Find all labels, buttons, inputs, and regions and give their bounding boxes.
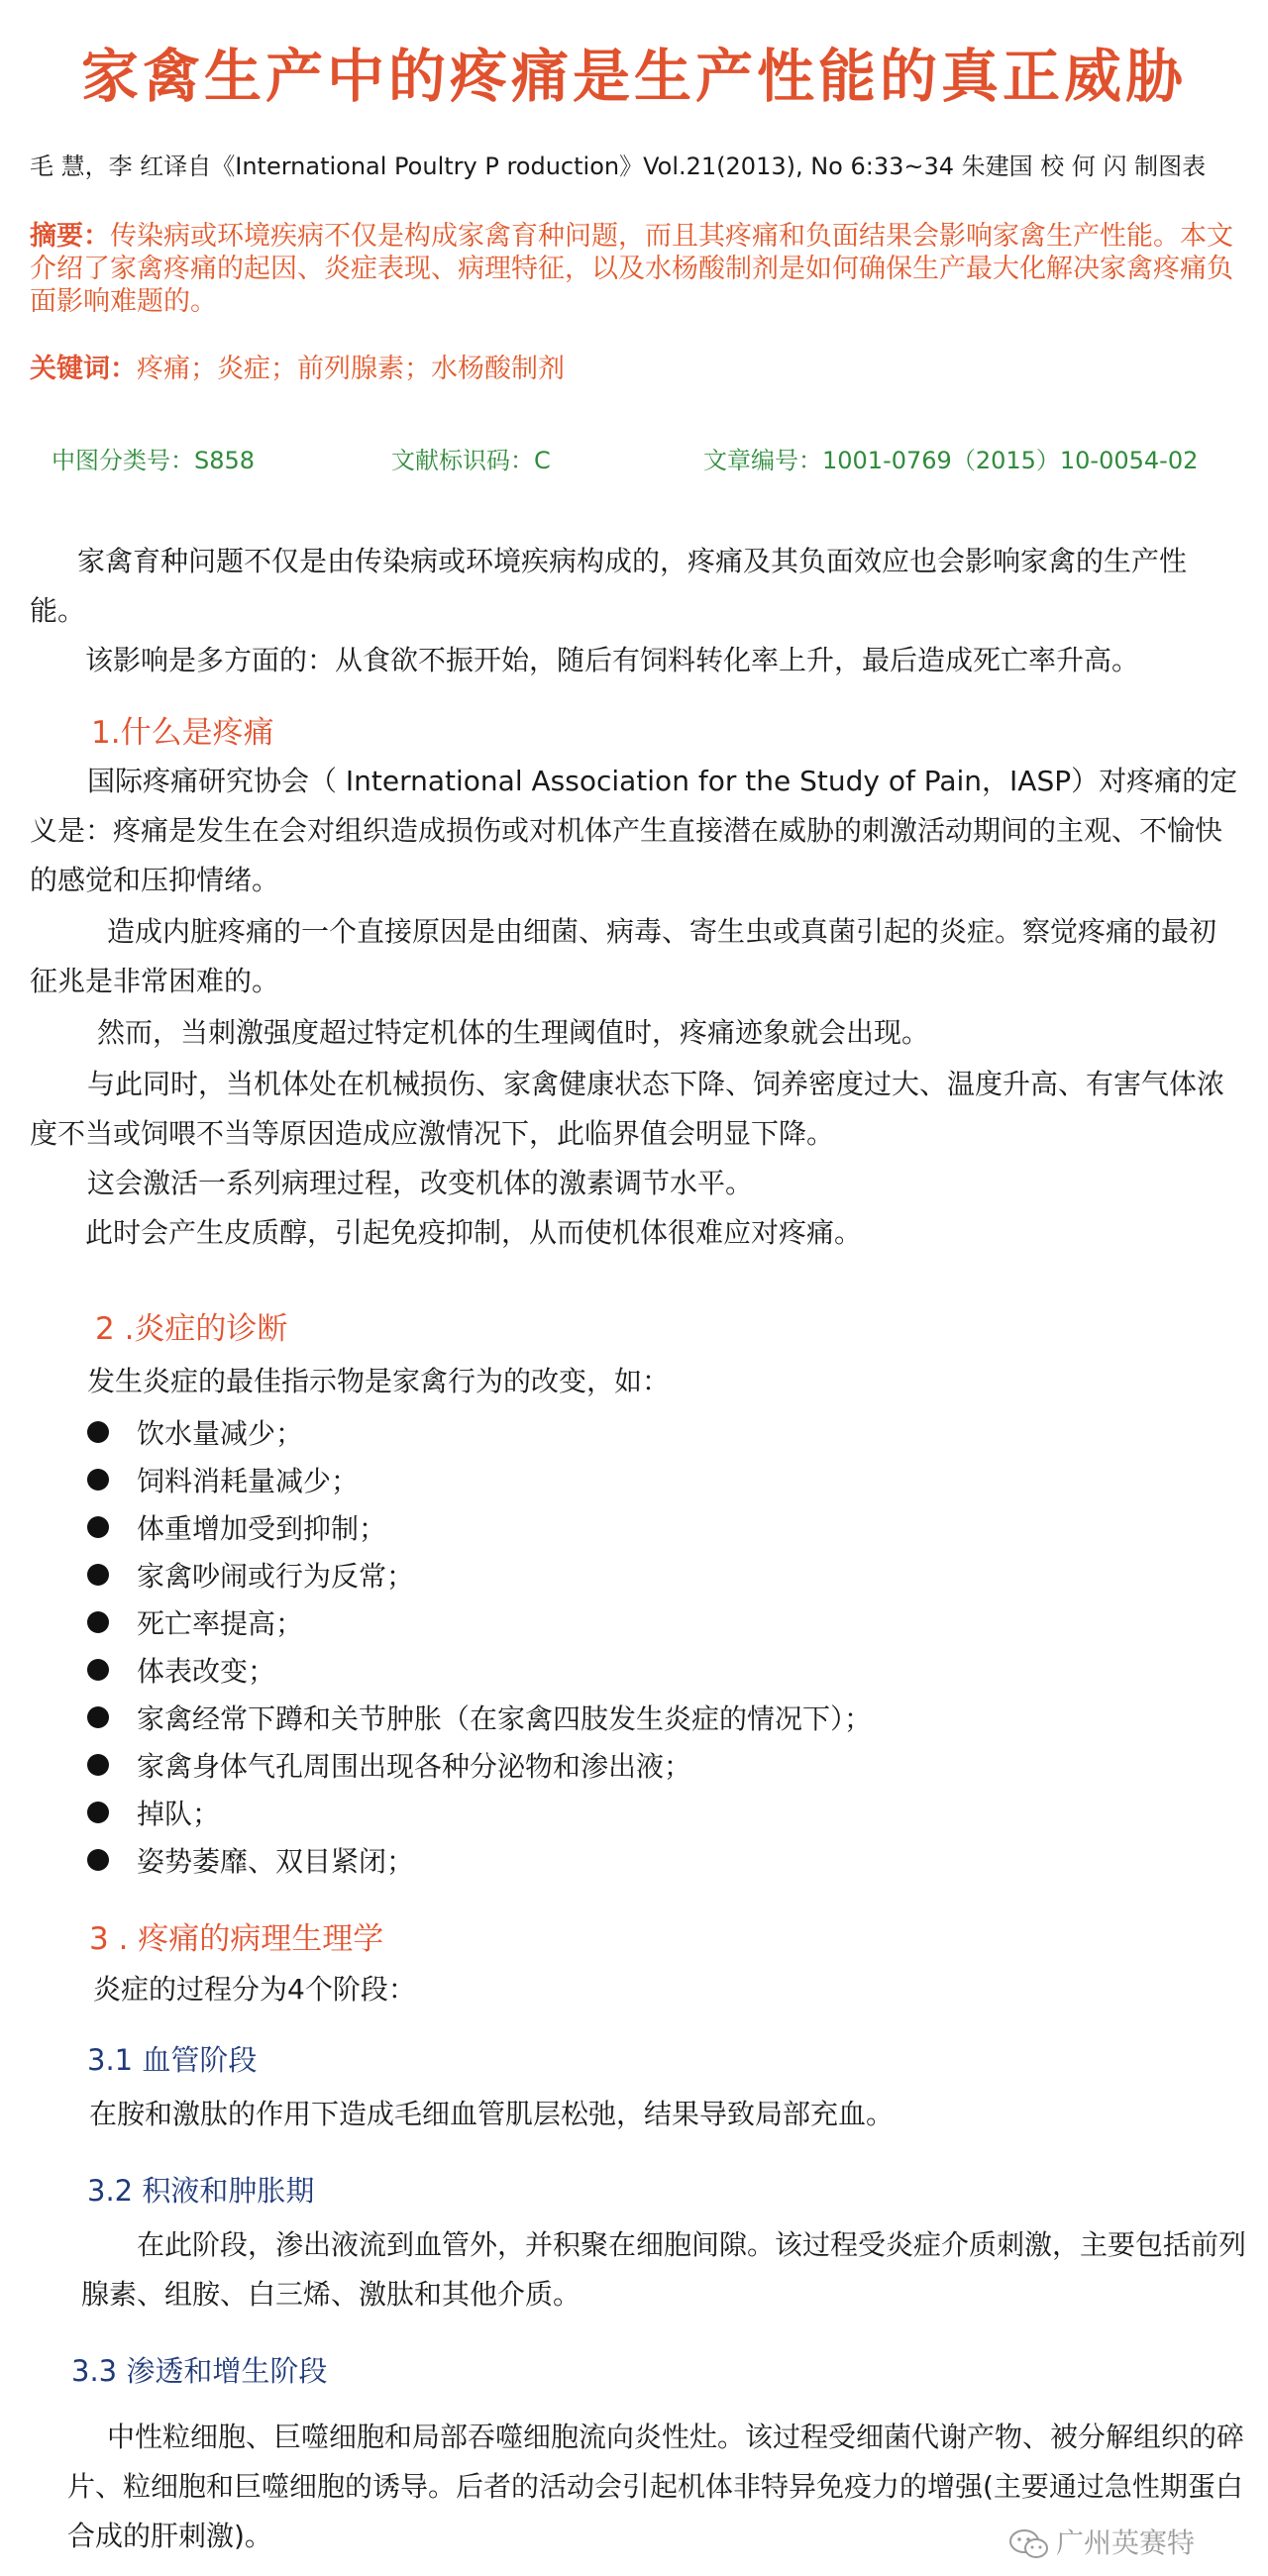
- bullet-dot: [87, 1754, 109, 1776]
- list-item: 饮水量减少；: [87, 1412, 303, 1452]
- section-1-paragraph-5: 这会激活一系列病理过程，改变机体的激素调节水平。: [87, 1167, 754, 1199]
- watermark: [1008, 2522, 1246, 2561]
- section-3-2-text: 在此阶段，渗出液流到血管外，并积聚在细胞间隙。该过程受炎症介质刺激，主要包括前列腺素、组胺、白三烯、激肽和其他介质。: [81, 2228, 1247, 2311]
- list-item: 死亡率提高；: [87, 1602, 303, 1642]
- keywords-text: 疼痛；炎症；前列腺素；水杨酸制剂: [137, 354, 565, 384]
- list-item: 体表改变；: [87, 1650, 275, 1690]
- section-3-heading: 3 . 疼痛的病理生理学: [89, 1921, 384, 1957]
- intro-paragraph-1: 家禽育种问题不仅是由传染病或环境疾病构成的，疼痛及其负面效应也会影响家禽的生产性能。: [30, 545, 1188, 627]
- article-number: 文章编号：1001-0769（2015）10-0054-02: [703, 447, 1199, 474]
- section-2-heading: 2 .炎症的诊断: [95, 1311, 288, 1347]
- list-item: 家禽经常下蹲和关节肿胀（在家禽四肢发生炎症的情况下）；: [87, 1698, 872, 1737]
- bullet-dot: [87, 1421, 109, 1443]
- section-3-3-text: 中性粒细胞、巨噬细胞和局部吞噬细胞流向炎性灶。该过程受细菌代谢产物、被分解组织的碎片、粒细胞和巨噬细胞的诱导。后者的活动会引起机体非特异免疫力的增强(主要通过急性期蛋白合成的肝刺激)。: [67, 2421, 1245, 2552]
- bullet-dot: [87, 1469, 109, 1491]
- document-code: 文献标识码：C: [391, 447, 551, 474]
- list-item: 饲料消耗量减少；: [87, 1460, 359, 1499]
- article-title: 家禽生产中的疼痛是生产性能的真正威胁: [80, 43, 1187, 110]
- section-2-intro: 发生炎症的最佳指示物是家禽行为的改变，如：: [87, 1365, 671, 1397]
- section-3-1-text: 在胺和激肽的作用下造成毛细血管肌层松弛，结果导致局部充血。: [89, 2098, 895, 2130]
- section-1-paragraph-4: 与此同时，当机体处在机械损伤、家禽健康状态下降、饲养密度过大、温度升高、有害气体浓度不当或饲喂不当等原因造成应激情况下，此临界值会明显下降。: [30, 1068, 1225, 1150]
- section-1-heading: 1.什么是疼痛: [91, 715, 274, 751]
- keywords: [30, 347, 1248, 385]
- section-3-2-heading: 3.2 积液和肿胀期: [87, 2174, 315, 2208]
- section-1-paragraph-3: 然而，当刺激强度超过特定机体的生理阈值时，疼痛迹象就会出现。: [97, 1016, 930, 1049]
- bullet-dot: [87, 1706, 109, 1728]
- section-3-intro: 炎症的过程分为4个阶段：: [93, 1973, 416, 2006]
- list-item: 掉队；: [87, 1793, 220, 1832]
- clc-number: 中图分类号：S858: [52, 447, 256, 474]
- byline: 毛 慧，李 红译自《International Poultry P roduction》Vol.21(2013), No 6:33~34 朱建国 校 何 闪 制图表: [30, 153, 1207, 180]
- keywords-label: 关键词：: [30, 354, 137, 384]
- abstract: [30, 220, 1248, 318]
- watermark-text: 广州英赛特: [1056, 2526, 1196, 2559]
- section-1-paragraph-2: 造成内脏疼痛的一个直接原因是由细菌、病毒、寄生虫或真菌引起的炎症。察觉疼痛的最初征兆是非常困难的。: [30, 915, 1217, 997]
- section-3-1-heading: 3.1 血管阶段: [87, 2043, 258, 2077]
- list-item: 姿势萎靡、双目紧闭；: [87, 1840, 414, 1880]
- list-item: 家禽身体气孔周围出现各种分泌物和渗出液；: [87, 1745, 691, 1785]
- bullet-dot: [87, 1516, 109, 1538]
- bullet-dot: [87, 1611, 109, 1633]
- list-item: 体重增加受到抑制；: [87, 1507, 386, 1547]
- bullet-dot: [87, 1849, 109, 1871]
- section-3-3-heading: 3.3 渗透和增生阶段: [71, 2354, 328, 2388]
- intro-paragraph-2: 该影响是多方面的：从食欲不振开始，随后有饲料转化率上升，最后造成死亡率升高。: [85, 644, 1140, 676]
- section-1-paragraph-1: 国际疼痛研究协会（ International Association for the Study of Pain，IASP）对疼痛的定义是：疼痛是发生在会对组织造成损伤或对机体产生直接潜在威胁的刺激活动期间的主观、不愉快的感觉和压抑情绪。: [30, 765, 1238, 896]
- bullet-dot: [87, 1802, 109, 1823]
- bullet-dot: [87, 1564, 109, 1586]
- abstract-text: 传染病或环境疾病不仅是构成家禽育种问题，而且其疼痛和负面结果会影响家禽生产性能。本文介绍了家禽疼痛的起因、炎症表现、病理特征，以及水杨酸制剂是如何确保生产最大化解决家禽疼痛负面影响难题的。: [30, 221, 1233, 317]
- bullet-dot: [87, 1659, 109, 1681]
- wechat-icon: [1008, 2528, 1050, 2560]
- list-item: 家禽吵闹或行为反常；: [87, 1555, 414, 1595]
- section-1-paragraph-6: 此时会产生皮质醇，引起免疫抑制，从而使机体很难应对疼痛。: [85, 1216, 863, 1249]
- abstract-label: 摘要：: [30, 221, 110, 252]
